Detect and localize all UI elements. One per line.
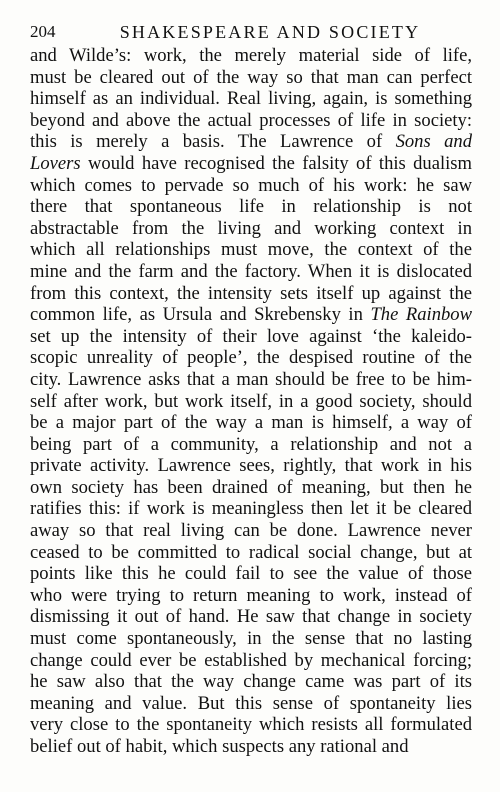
text-run: scopic unreality of people’, the despised routine of the	[30, 347, 472, 369]
text-line	[30, 110, 472, 132]
text-line	[30, 585, 472, 607]
text-run: there that spontaneous life in relationship is not	[30, 196, 472, 218]
italic-title: Sons and	[395, 131, 472, 153]
italic-title: Lovers	[30, 152, 81, 174]
text-run: beyond and above the actual processes of life in society:	[30, 109, 472, 131]
text-run: ratifies this: if work is meaningless then let it be cleared	[30, 498, 472, 520]
text-run: common life, as Ursula and Skrebensky in	[30, 304, 371, 326]
text-run: be a major part of the way a man is himself, a way of	[30, 412, 472, 434]
text-run: self after work, but work itself, in a good society, should	[30, 390, 472, 412]
text-line	[30, 606, 472, 628]
text-line	[30, 326, 472, 348]
text-line	[30, 498, 472, 520]
text-line	[30, 67, 472, 89]
text-line	[30, 283, 472, 305]
italic-title: The Rainbow	[370, 304, 472, 326]
page-number: 204	[30, 22, 56, 41]
text-line	[30, 671, 472, 693]
text-line	[30, 563, 472, 585]
text-run: himself as an individual. Real living, again, is something	[30, 88, 472, 110]
text-run: change could ever be established by mechanical forcing;	[30, 649, 472, 671]
text-run: abstractable from the living and working context in	[30, 217, 472, 239]
text-run: and Wilde’s: work, the merely material side of life,	[30, 45, 472, 66]
text-line	[30, 45, 472, 67]
text-line	[30, 131, 472, 153]
text-run: would have recognised the falsity of this dualism	[80, 152, 472, 174]
text-line	[30, 434, 472, 456]
text-line	[30, 218, 472, 240]
text-line	[30, 455, 472, 477]
text-line	[30, 347, 472, 369]
text-line	[30, 650, 472, 672]
text-line	[30, 304, 472, 326]
text-run: mine and the farm and the factory. When it is dislocated	[30, 260, 472, 282]
text-line	[30, 628, 472, 650]
text-run: being part of a community, a relationship and not a	[30, 433, 472, 455]
text-run: dismissing it out of hand. He saw that change in society	[30, 606, 472, 628]
text-line	[30, 714, 472, 736]
text-run: this is merely a basis. The Lawrence of	[30, 131, 396, 153]
text-line	[30, 175, 472, 197]
text-line	[30, 693, 472, 715]
text-line	[30, 477, 472, 499]
text-line	[30, 369, 472, 391]
text-run: private activity. Lawrence sees, rightly, that work in his	[30, 455, 472, 477]
text-run: own society has been drained of meaning, but then he	[30, 476, 472, 498]
text-run: points like this he could fail to see the value of those	[30, 563, 472, 585]
text-run: belief out of habit, which suspects any rational and	[30, 736, 409, 757]
text-run: which comes to pervade so much of his work: he saw	[30, 174, 472, 196]
text-line	[30, 412, 472, 434]
text-line	[30, 736, 472, 758]
text-run: very close to the spontaneity which resists all formulated	[30, 714, 472, 736]
text-run: which all relationships must move, the context of the	[30, 239, 472, 261]
text-run: away so that real living can be done. Lawrence never	[30, 520, 472, 542]
text-run: from this context, the intensity sets itself up against the	[30, 282, 472, 304]
running-title: SHAKESPEARE AND SOCIETY	[119, 22, 421, 42]
running-head	[30, 20, 470, 44]
text-run: must be cleared out of the way so that man can perfect	[30, 66, 472, 88]
text-run: ceased to be committed to radical social change, but at	[30, 541, 472, 563]
text-line	[30, 261, 472, 283]
text-line	[30, 88, 472, 110]
text-run: meaning and value. But this sense of spontaneity lies	[30, 692, 472, 714]
text-run: he saw also that the way change came was part of its	[30, 671, 472, 693]
text-line	[30, 391, 472, 413]
body-text	[30, 45, 472, 758]
text-run: city. Lawrence asks that a man should be free to be him-	[30, 368, 472, 390]
text-line	[30, 520, 472, 542]
text-line	[30, 239, 472, 261]
text-run: set up the intensity of their love against ‘the kaleido-	[30, 325, 472, 347]
text-run: who were trying to return meaning to work, instead of	[30, 584, 472, 606]
text-run: must come spontaneously, in the sense that no lasting	[30, 628, 472, 650]
text-line	[30, 153, 472, 175]
text-line	[30, 196, 472, 218]
text-line	[30, 542, 472, 564]
